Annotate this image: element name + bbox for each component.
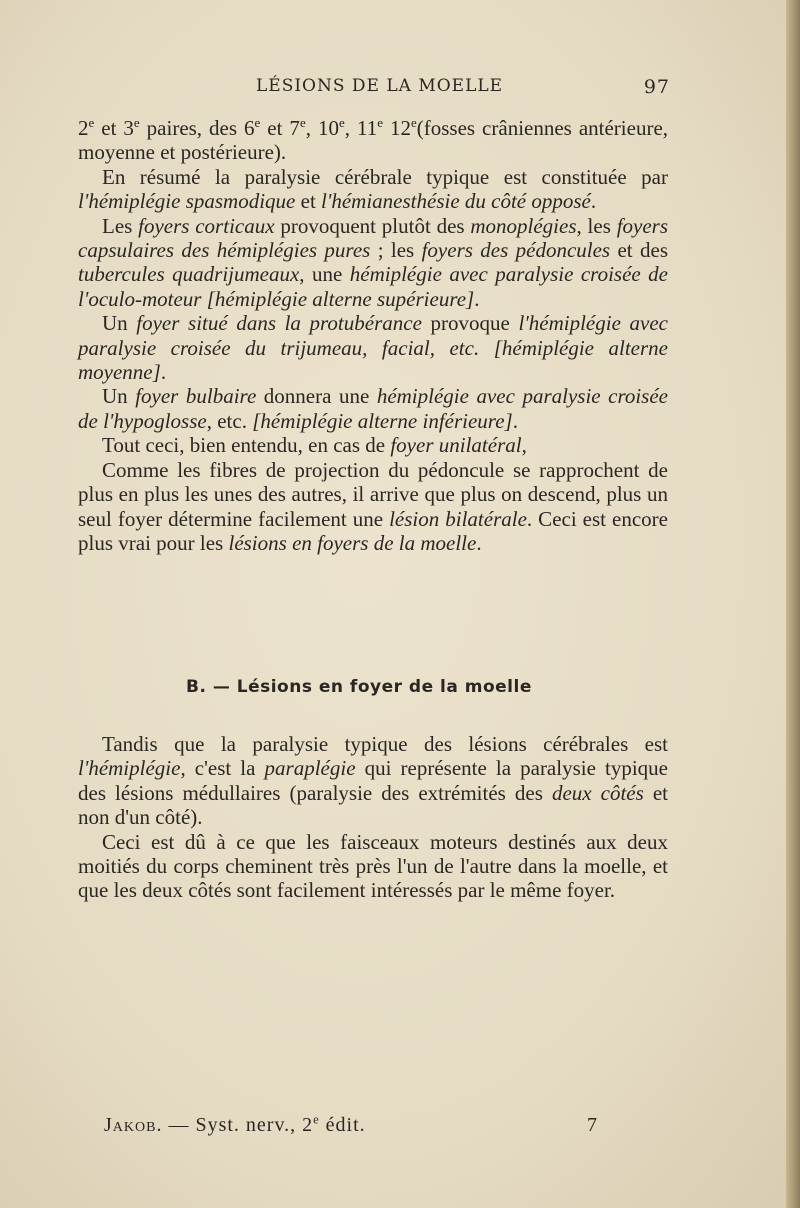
paragraph-paraplegie: Tandis que la paralysie typique des lésions cérébrales est l'hémiplégie, c'est la paraplégie qui représente la paralysie typique des lésions médullaires (paralysie des extrémités des deux côtés et non d'un côté). <box>78 732 669 830</box>
body-text-bottom <box>78 732 668 903</box>
paragraph-cranial-pairs: 2e et 3e paires, des 6e et 7e, 10e, 11e 12e(fosses crâniennes antérieure, moyenne et postérieure). <box>78 115 669 165</box>
paragraph-foyers: Les foyers corticaux provoquent plutôt des monoplégies, les foyers capsulaires des hémiplégies pures ; les foyers des pédoncules et des tubercules quadrijumeaux, une hémiplégie avec paralysie croisée de l'oculo-moteur [hémiplégie alterne supérieure]. <box>78 213 669 311</box>
paragraph-bilateral: Comme les fibres de projection du pédoncule se rapprochent de plus en plus les unes des autres, il arrive que plus on descend, plus un seul foyer détermine facilement une lésion bilatérale. Ceci est encore plus vrai pour les lésions en foyers de la moelle. <box>78 457 668 555</box>
paragraph-faisceaux: Ceci est dû à ce que les faisceaux moteurs destinés aux deux moitiés du corps cheminent très près l'un de l'autre dans la moelle, et que les deux côtés sont facilement intéressés par le même foyer. <box>78 829 668 903</box>
footer-author: Jakob <box>104 1114 157 1136</box>
page-number: 97 <box>643 76 670 98</box>
body-text-top <box>78 116 668 555</box>
paragraph-summary: En résumé la paralysie cérébrale typique est constituée par l'hémiplégie spasmodique et l'hémianesthésie du côté opposé. <box>78 164 668 214</box>
paragraph-bulbaire: Un foyer bulbaire donnera une hémiplégie avec paralysie croisée de l'hypoglosse, etc. [hémiplégie alterne inférieure]. <box>78 384 668 433</box>
page-edge <box>786 0 800 1208</box>
running-head-title: LÉSIONS DE LA MOELLE <box>256 76 504 96</box>
section-heading: B. — Lésions en foyer de la moelle <box>186 677 532 697</box>
signature-mark: 7 <box>587 1114 598 1136</box>
paragraph-unilateral: Tout ceci, bien entendu, en cas de foyer unilatéral, <box>102 433 527 458</box>
running-head <box>78 76 670 102</box>
footer-signature-line <box>104 1114 598 1140</box>
footer-text: Jakob. — Syst. nerv., 2e édit. <box>104 1112 366 1136</box>
paragraph-protuberance: Un foyer situé dans la protubérance provoque l'hémiplégie avec paralysie croisée du trijumeau, facial, etc. [hémiplégie alterne moyenne]. <box>78 311 668 385</box>
